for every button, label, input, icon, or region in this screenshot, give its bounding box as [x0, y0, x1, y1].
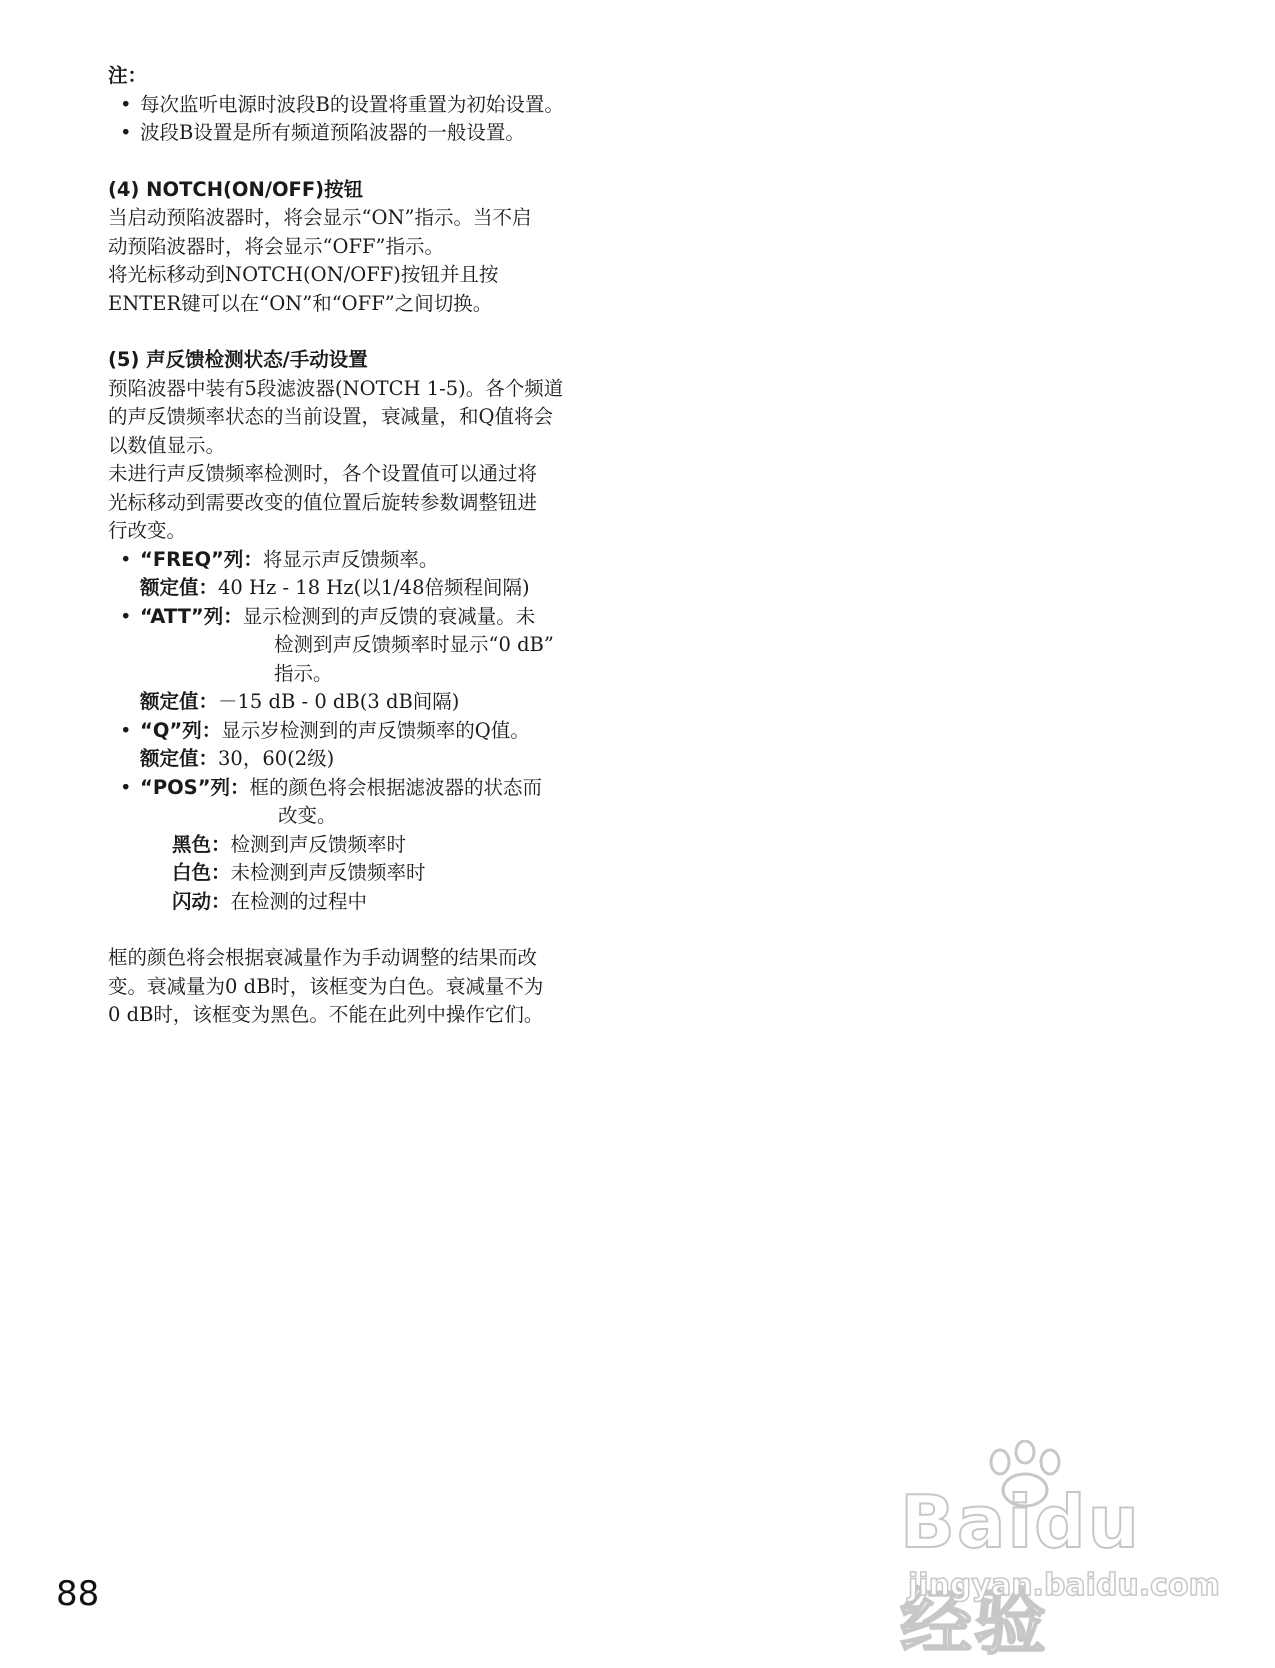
section5-heading: (5) 声反馈检测状态/手动设置	[108, 348, 368, 371]
section5-line: 光标移动到需要改变的值位置后旋转参数调整钮进	[108, 490, 538, 514]
pos-state: 白色：未检测到声反馈频率时	[172, 861, 426, 884]
pos-item: • “POS”列：框的颜色将会根据滤波器的状态而	[120, 775, 543, 799]
section5-line: 行改变。	[108, 519, 187, 542]
att-desc-cont: 指示。	[274, 661, 333, 685]
pos-state: 黑色：检测到声反馈频率时	[172, 832, 407, 856]
att-label: “ATT”列：	[140, 604, 243, 628]
pos-desc: 框的颜色将会根据滤波器的状态而	[249, 775, 543, 799]
closing-line: 0 dB时，该框变为黑色。不能在此列中操作它们。	[108, 1003, 544, 1026]
section5-line: 预陷波器中装有5段滤波器(NOTCH 1-5)。各个频道	[108, 376, 564, 400]
freq-rated: 额定值：40 Hz - 18 Hz(以1/48倍频程间隔)	[140, 576, 530, 599]
att-rated: 额定值：－15 dB - 0 dB(3 dB间隔)	[140, 690, 460, 713]
section4-line: 当启动预陷波器时，将会显示“ON”指示。当不启	[108, 206, 532, 229]
section5-line: 以数值显示。	[108, 433, 226, 457]
q-label: “Q”列：	[140, 718, 222, 742]
section5-line: 未进行声反馈频率检测时，各个设置值可以通过将	[108, 462, 538, 485]
pos-label: “POS”列：	[140, 775, 250, 799]
section4-line: ENTER键可以在“ON”和“OFF”之间切换。	[108, 291, 493, 315]
att-desc: 显示检测到的声反馈的衰减量。未	[242, 604, 536, 628]
watermark-sub: jingyan.baidu.com	[908, 1568, 1220, 1603]
closing-line: 框的颜色将会根据衰减量作为手动调整的结果而改	[108, 946, 538, 969]
att-item: • “ATT”列：显示检测到的声反馈的衰减量。未	[120, 604, 536, 628]
q-item: • “Q”列：显示岁检测到的声反馈频率的Q值。	[120, 718, 530, 742]
closing-line: 变。衰减量为0 dB时，该框变为白色。衰减量不为	[108, 974, 544, 998]
freq-desc: 将显示声反馈频率。	[262, 547, 439, 571]
section4-line: 将光标移动到NOTCH(ON/OFF)按钮并且按	[108, 263, 499, 286]
section5-line: 的声反馈频率状态的当前设置，衰减量，和Q值将会	[108, 405, 553, 428]
q-rated: 额定值：30，60(2级)	[140, 747, 335, 770]
note-item: • 波段B设置是所有频道预陷波器的一般设置。	[120, 121, 525, 144]
freq-label: “FREQ”列：	[140, 547, 263, 571]
watermark-main: Baidu经验	[900, 1480, 1141, 1664]
note-label: 注：	[108, 64, 148, 87]
baidu-watermark	[900, 1440, 1220, 1664]
section4-line: 动预陷波器时，将会显示“OFF”指示。	[108, 234, 444, 258]
main-column	[108, 62, 628, 1030]
note-item: • 每次监听电源时波段B的设置将重置为初始设置。	[120, 92, 564, 116]
freq-item: • “FREQ”列：将显示声反馈频率。	[120, 547, 439, 571]
q-desc: 显示岁检测到的声反馈频率的Q值。	[221, 718, 530, 742]
page-number: 88	[56, 1574, 100, 1614]
att-desc-cont: 检测到声反馈频率时显示“0 dB”	[274, 633, 554, 656]
pos-desc-cont: 改变。	[278, 804, 337, 827]
pos-state: 闪动：在检测的过程中	[172, 889, 368, 913]
section4-heading: (4) NOTCH(ON/OFF)按钮	[108, 177, 364, 201]
